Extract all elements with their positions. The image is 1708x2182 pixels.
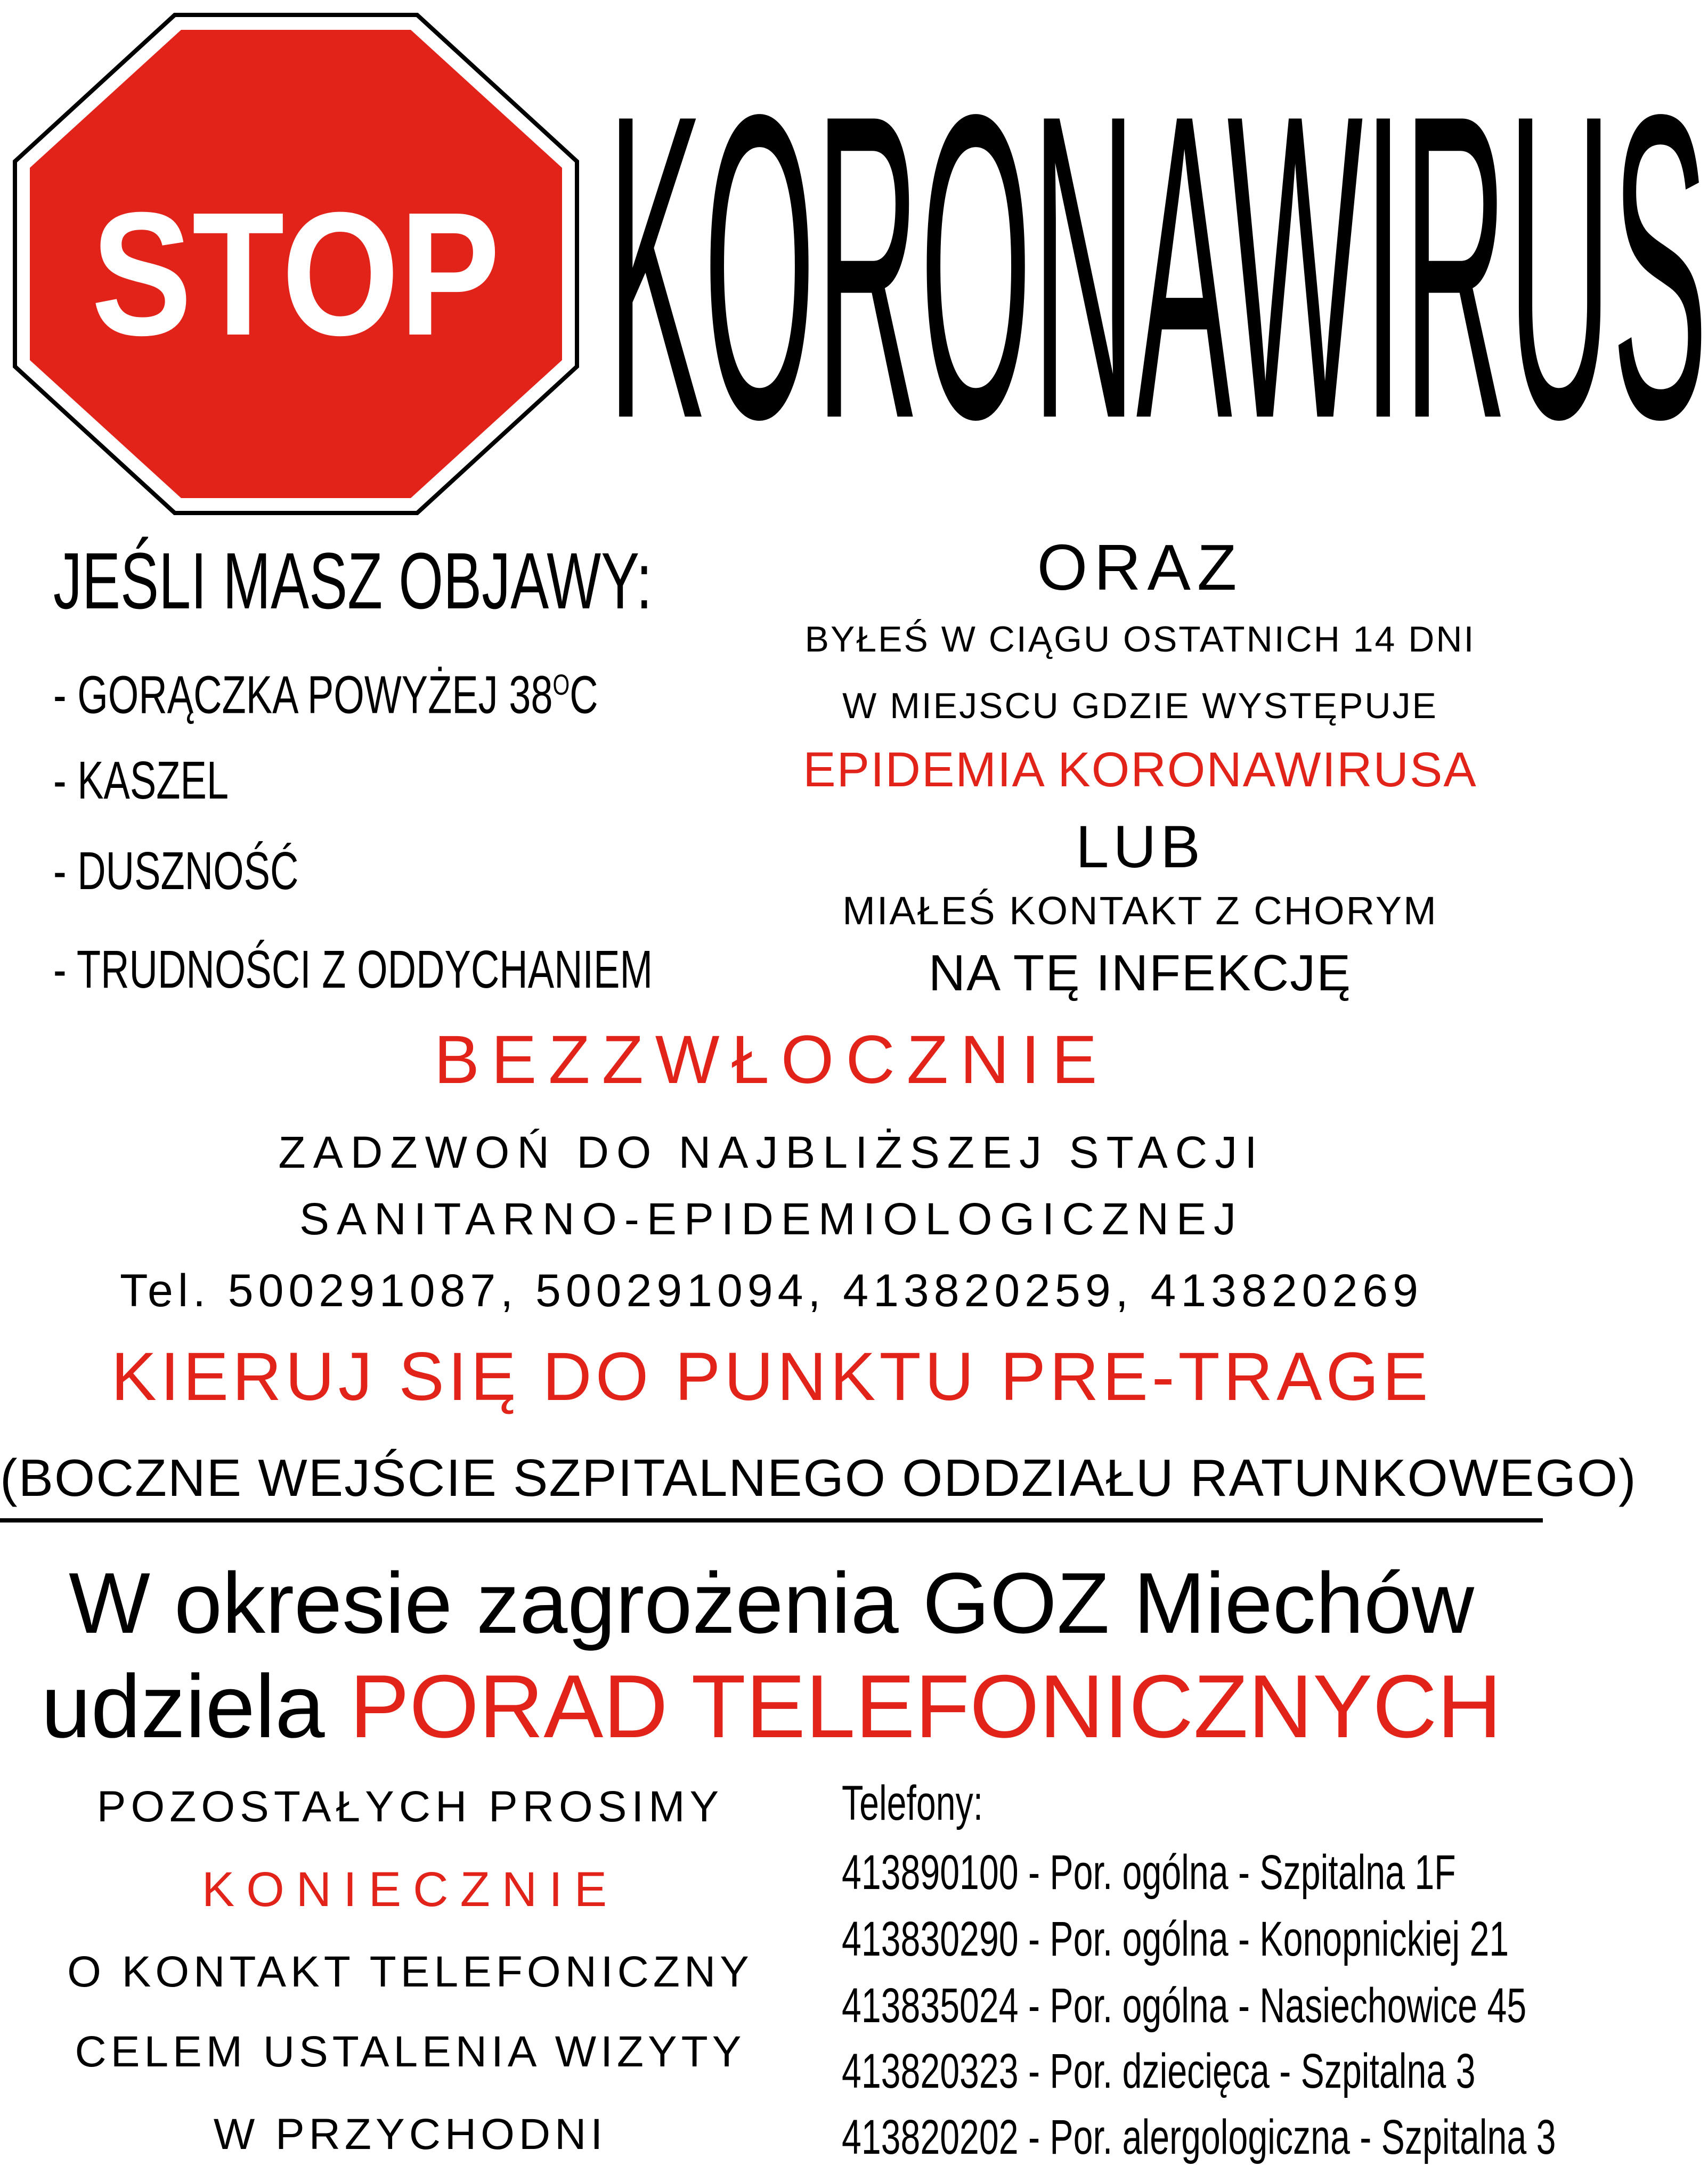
immediately-heading: BEZZWŁOCZNIE (434, 1022, 1109, 1098)
stop-sign-icon (15, 15, 577, 513)
symptom-fever (53, 655, 598, 724)
others-request-line-4: W PRZYCHODNI (213, 2110, 607, 2159)
pretriage-location: (BOCZNE WEJŚCIE SZPITALNEGO ODDZIAŁU RATUNKOWEGO) (0, 1448, 1637, 1507)
goz-notice-line-1: W okresie zagrożenia GOZ Miechów (69, 1555, 1474, 1651)
symptom-breathing: - TRUDNOŚCI Z ODDYCHANIEM (53, 940, 653, 999)
condition-line-4: NA TĘ INFEKCJĘ (928, 945, 1352, 1002)
symptom-cough: - KASZEL (53, 751, 229, 810)
condition-line-3: MIAŁEŚ KONTAKT Z CHORYM (842, 889, 1438, 933)
call-instruction-line-1: ZADZWOŃ DO NAJBLIŻSZEJ STACJI (278, 1127, 1265, 1177)
others-request-line-3: CELEM USTALENIA WIZYTY (75, 2028, 746, 2076)
symptoms-heading: JEŚLI MASZ OBJAWY: (53, 536, 653, 625)
pretriage-instruction: KIERUJ SIĘ DO PUNKTU PRE-TRAGE (111, 1339, 1432, 1415)
call-instruction-line-2: SANITARNO-EPIDEMIOLOGICZNEJ (299, 1194, 1243, 1244)
page-title: KORONAWIRUS (607, 25, 1708, 509)
sanepid-phone-numbers: Tel. 500291087, 500291094, 413820259, 413820269 (120, 1265, 1423, 1316)
stop-sign-text: STOP (91, 175, 500, 372)
phones-heading: Telefony: (842, 1776, 983, 1830)
epidemic-highlight: EPIDEMIA KORONAWIRUSA (803, 743, 1477, 797)
goz-notice-line-2 (0, 1657, 1543, 1756)
section-divider (0, 1518, 1543, 1522)
symptom-fever-unit: C (570, 665, 598, 725)
phone-item: 413830290 - Por. ogólna - Konopnickiej 21 (842, 1912, 1509, 1966)
degree-mark: O (552, 668, 570, 701)
symptom-dyspnea: - DUSZNOŚĆ (53, 841, 299, 901)
phone-item: 413820323 - Por. dziecięca - Szpitalna 3 (842, 2044, 1476, 2098)
condition-line-2: W MIEJSCU GDZIE WYSTĘPUJE (842, 686, 1438, 726)
goz-notice-highlight: PORAD TELEFONICZNYCH (349, 1656, 1502, 1756)
symptom-fever-text: - GORĄCZKA POWYŻEJ 38 (53, 665, 553, 725)
others-request-line-2: O KONTAKT TELEFONICZNY (67, 1948, 753, 1996)
oraz-heading: ORAZ (1037, 531, 1243, 604)
phone-item: 413890100 - Por. ogólna - Szpitalna 1F (842, 1845, 1456, 1900)
phone-item: 413835024 - Por. ogólna - Nasiechowice 45 (842, 1979, 1527, 2033)
goz-notice-prefix: udziela (41, 1656, 325, 1756)
lub-heading: LUB (1076, 813, 1205, 880)
others-request-line-1: POZOSTAŁYCH PROSIMY (96, 1782, 724, 1831)
necessarily-highlight: KONIECZNIE (201, 1862, 619, 1917)
condition-line-1: BYŁEŚ W CIĄGU OSTATNICH 14 DNI (804, 619, 1476, 660)
phone-item: 413820202 - Por. alergologiczna - Szpitalna 3 (842, 2110, 1556, 2164)
